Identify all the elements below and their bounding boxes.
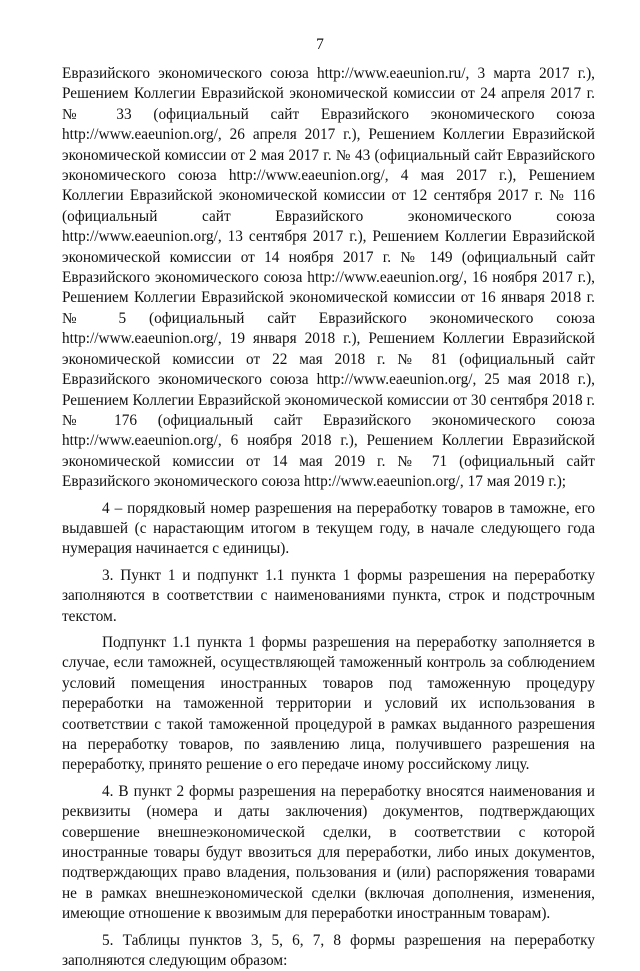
paragraph-permit-number: 4 – порядковый номер разрешения на переработку товаров в таможне, его выдавшей (с нарастающим итогом в текущем году, в начале следующего года нумерация начинается с единицы). <box>62 499 595 558</box>
document-body <box>62 64 595 971</box>
paragraph-subitem-1-1: Подпункт 1.1 пункта 1 формы разрешения на переработку заполняется в случае, если таможней, осуществляющей таможенный контроль за соблюдением условий помещения иностранных товаров под таможенную процедуру переработки на таможенной территории и условий их использования в соответствии с такой таможенной процедурой в рамках выданного разрешения на переработку товаров, по заявлению лица, получившего разрешения на переработку, принято решение о его передаче иному российскому лицу. <box>62 633 595 774</box>
paragraph-item-5: 5. Таблицы пунктов 3, 5, 6, 7, 8 формы разрешения на переработку заполняются следующим образом: <box>62 931 595 970</box>
paragraph-item-3: 3. Пункт 1 и подпункт 1.1 пункта 1 формы разрешения на переработку заполняются в соответствии с наименованиями пункта, строк и подстрочным текстом. <box>62 566 595 625</box>
paragraph-item-4: 4. В пункт 2 формы разрешения на переработку вносятся наименования и реквизиты (номера и даты заключения) документов, подтверждающих совершение внешнеэкономической сделки, в соответствии с которой иностранные товары будут ввозиться для переработки, либо иных документов, подтверждающих право владения, пользования и (или) распоряжения товарами не в рамках внешнеэкономической сделки (включая дополнения, изменения, имеющие отношение к ввозимым для переработки иностранным товарам). <box>62 782 595 923</box>
paragraph-continuation: Евразийского экономического союза http://www.eaeunion.ru/, 3 марта 2017 г.), Решением Коллегии Евразийской экономической комиссии от 24 апреля 2017 г. № 33 (официальный сайт Евразийского экономического союза http://www.eaeunion.org/, 26 апреля 2017 г.), Решением Коллегии Евразийской экономической комиссии от 2 мая 2017 г. № 43 (официальный сайт Евразийского экономического союза http://www.eaeunion.org/, 4 мая 2017 г.), Решением Коллегии Евразийской экономической комиссии от 12 сентября 2017 г. № 116 (официальный сайт Евразийского экономического союза http://www.eaeunion.org/, 13 сентября 2017 г.), Решением Коллегии Евразийской экономической комиссии от 14 ноября 2017 г. № 149 (официальный сайт Евразийского экономического союза http://www.eaeunion.org/, 16 ноября 2017 г.), Решением Коллегии Евразийской экономической комиссии от 16 января 2018 г. № 5 (официальный сайт Евразийского экономического союза http://www.eaeunion.org/, 19 января 2018 г.), Решением Коллегии Евразийской экономической комиссии от 22 мая 2018 г. № 81 (официальный сайт Евразийского экономического союза http://www.eaeunion.org/, 25 мая 2018 г.), Решением Коллегии Евразийской экономической комиссии от 30 сентября 2018 г. № 176 (официальный сайт Евразийского экономического союза http://www.eaeunion.org/, 6 ноября 2018 г.), Решением Коллегии Евразийской экономической комиссии от 14 мая 2019 г. № 71 (официальный сайт Евразийского экономического союза http://www.eaeunion.org/, 17 мая 2019 г.); <box>62 65 595 491</box>
page-number: 7 <box>316 36 324 53</box>
